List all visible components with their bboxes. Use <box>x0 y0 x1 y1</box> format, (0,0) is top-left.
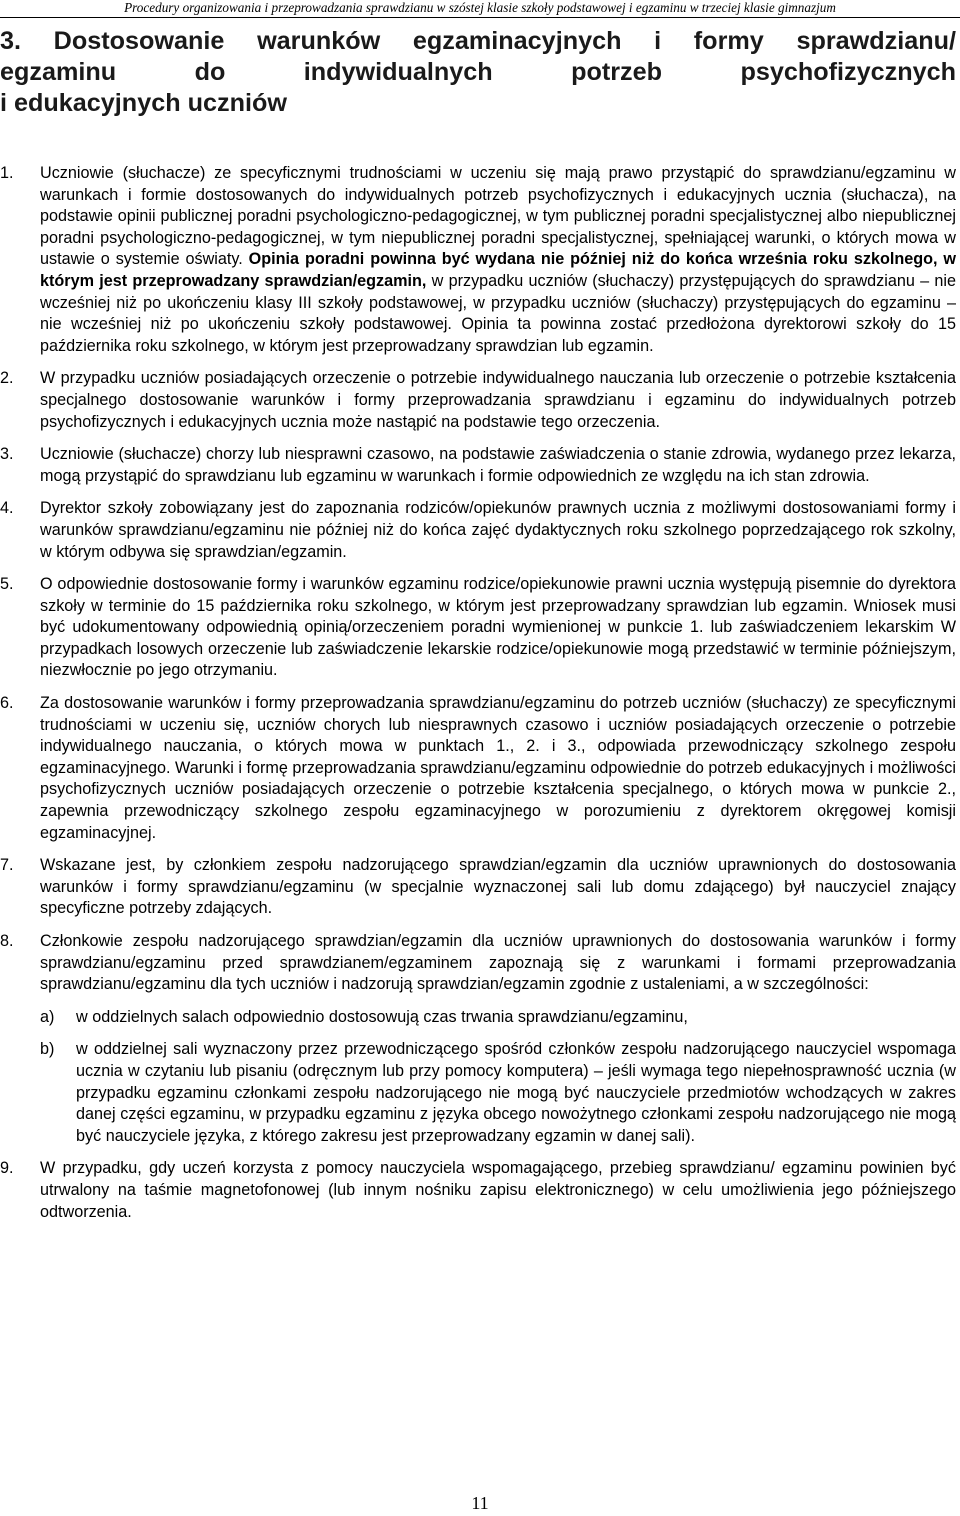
item-text: Za dostosowanie warunków i formy przeprowadzania sprawdzianu/egzaminu do potrzeb uczniów (słuchaczy) ze specyficznymi trudnościami w uczeniu się, uczniów chorych lub niesprawnych czasowo i uczniów posiadających orzeczenie o potrzebie indywidualnego nauczania, o których mowa w punktach 1., 2. i 3., odpowiada przewodniczący szkolnego zespołu egzaminacyjnego. Warunki i formę przeprowadzania sprawdzianu/egzaminu odpowiednie do potrzeb edukacyjnych i możliwości psychofizycznych uczniów posiadających orzeczenie o potrzebie kształcenia specjalnego, o których mowa w punkcie 2., zapewnia przewodniczący szkolnego zespołu egzaminacyjnego w porozumieniu z dyrektorem okręgowej komisji egzaminacyjnej. <box>40 694 956 842</box>
section-title-line-3: i edukacyjnych uczniów <box>0 89 287 117</box>
sub-item-label: b) <box>40 1040 55 1059</box>
item-text-with-subitems <box>40 931 956 1147</box>
section-title-line-2: egzaminu do indywidualnych potrzeb psychofizycznych <box>0 58 956 86</box>
item-number: 9. <box>0 1159 14 1178</box>
list-item <box>0 693 956 844</box>
bold-deadline-text: Opinia poradni powinna być wydana nie później niż do końca września roku szkolnego, w którym jest przeprowadzany sprawdzian/egzamin, <box>40 250 956 290</box>
list-item <box>0 444 956 487</box>
item-number: 6. <box>0 694 14 713</box>
item-text: Wskazane jest, by członkiem zespołu nadzorującego sprawdzian/egzamin dla uczniów uprawnionych do dostosowania warunków i formy sprawdzianu/egzaminu (w specjalnie wyznaczonej sali lub domu zdającego) był nauczyciel znający specyficzne potrzeby zdających. <box>40 856 956 918</box>
item-text: W przypadku uczniów posiadających orzeczenie o potrzebie indywidualnego nauczania lub orzeczenie o potrzebie kształcenia specjalnego dostosowanie warunków i formy przeprowadzania sprawdzianu i egzaminu do indywidualnych potrzeb psychofizycznych i edukacyjnych ucznia może nastąpić na podstawie tego orzeczenia. <box>40 369 956 431</box>
item-number: 8. <box>0 932 14 950</box>
item-text: W przypadku, gdy uczeń korzysta z pomocy nauczyciela wspomagającego, przebieg sprawdzianu/ egzaminu powinien być utrwalony na taśmie magnetofonowej (lub innym nośniku zapisu elektronicznego) w celu umożliwienia jego późniejszego odtworzenia. <box>40 1159 956 1221</box>
item-text: Uczniowie (słuchacze) ze specyficznymi trudnościami w uczeniu się mają prawo przystąpić do sprawdzianu/egzaminu w warunkach i formie dostosowanych do indywidualnych potrzeb psychofizycznych i edukacyjnych ucznia (słuchacza), na podstawie opinii publicznej poradni psychologiczno-pedagogicznej, w tym publicznej poradni specjalistycznej albo niepublicznej poradni psychologiczno-pedagogicznej, w tym niepublicznej poradni specjalistycznej, spełniającej warunki, o których mowa w ustawie o systemie oświaty. Opinia poradni powinna być wydana nie później niż do końca września roku szkolnego, w którym jest przeprowadzany sprawdzian/egzamin, w przypadku uczniów (słuchaczy) przystępujących do sprawdzianu – nie wcześniej niż po ukończeniu klasy III szkoły podstawowej, w przypadku uczniów (słuchaczy) przystępujących do egzaminu – nie wcześniej niż po ukończeniu szkoły podstawowej. Opinia ta powinna zostać przedłożona dyrektorowi szkoły do 15 października roku szkolnego, w którym jest przeprowadzany sprawdzian lub egzamin. <box>40 164 956 355</box>
item-text: Członkowie zespołu nadzorującego sprawdzian/egzamin dla uczniów uprawnionych do dostosowania warunków i formy sprawdzianu/egzaminu przed sprawdzianem/egzaminem zapoznają się z warunkami i formami przeprowadzania sprawdzianu/egzaminu dla tych uczniów i nadzorują sprawdzian/egzamin zgodnie z ustaleniami, a w szczególności: <box>40 932 956 994</box>
section-title-line-1: 3. Dostosowanie warunków egzaminacyjnych i formy sprawdzianu/ <box>0 27 956 55</box>
list-item <box>0 163 956 357</box>
item-text: Uczniowie (słuchacze) chorzy lub niesprawni czasowo, na podstawie zaświadczenia o stanie zdrowia, wydanego przez lekarza, mogą przystąpić do sprawdzianu lub egzaminu w warunkach i formie odpowiednich ze względu na ich stan zdrowia. <box>40 445 956 485</box>
item-number: 3. <box>0 445 14 464</box>
list-item <box>0 368 956 433</box>
item-number: 2. <box>0 369 14 388</box>
sub-item <box>40 1007 956 1029</box>
item-text: O odpowiednie dostosowanie formy i warunków egzaminu rodzice/opiekunowie prawni ucznia występują pisemnie do dyrektora szkoły w terminie do 15 października roku szkolnego, w którym jest przeprowadzany sprawdzian lub egzamin. Wniosek musi być udokumentowany odpowiednią opinią/orzeczeniem poradni wymienionej w punkcie 1. lub zaświadczeniem lekarskim W przypadkach losowych orzeczenie lub zaświadczenie lekarskie rodzice/opiekunowie mogą przedstawić w terminie późniejszym, niezwłocznie po jego otrzymaniu. <box>40 575 956 680</box>
sub-item-text: w oddzielnej sali wyznaczony przez przewodniczącego spośród członków zespołu nadzorującego nauczyciel wspomaga ucznia w czytaniu lub pisaniu (odręcznym lub przy pomocy komputera) – jeśli wymaga tego niepełnosprawność ucznia (w przypadku egzaminu członkami zespołu nadzorującego nie mogą być nauczyciele przedmiotów wchodzących w zakres danej części egzaminu, w przypadku egzaminu z języka obcego nowożytnego członkami zespołu nadzorującego nie mogą być nauczyciele języka, z którego zakresu jest przeprowadzany egzamin w danej sali). <box>76 1040 956 1145</box>
item-number: 5. <box>0 575 14 594</box>
list-item <box>0 931 956 1147</box>
item-number: 7. <box>0 856 14 875</box>
sub-item <box>40 1039 956 1147</box>
sub-item-text: w oddzielnych salach odpowiednio dostosowują czas trwania sprawdzianu/egzaminu, <box>76 1007 688 1026</box>
sub-item-label: a) <box>40 1007 55 1026</box>
item-number: 4. <box>0 499 14 518</box>
running-header: Procedury organizowania i przeprowadzania sprawdzianu w szóstej klasie szkoły podstawowej i egzaminu w trzeciej klasie gimnazjum <box>0 0 960 18</box>
list-item <box>0 498 956 563</box>
list-item <box>0 574 956 682</box>
numbered-list <box>0 163 956 1223</box>
item-text: Dyrektor szkoły zobowiązany jest do zapoznania rodziców/opiekunów prawnych ucznia z możliwymi dostosowaniami formy i warunków sprawdzianu/egzaminu nie później niż do końca zajęć dydaktycznych roku szkolnego poprzedzającego rok szkolny, w którym odbywa się sprawdzian/egzamin. <box>40 499 956 561</box>
page-number: 11 <box>471 1493 489 1513</box>
section-title <box>0 26 956 119</box>
list-item <box>0 855 956 920</box>
item-number: 1. <box>0 164 14 182</box>
list-item <box>0 1158 956 1223</box>
